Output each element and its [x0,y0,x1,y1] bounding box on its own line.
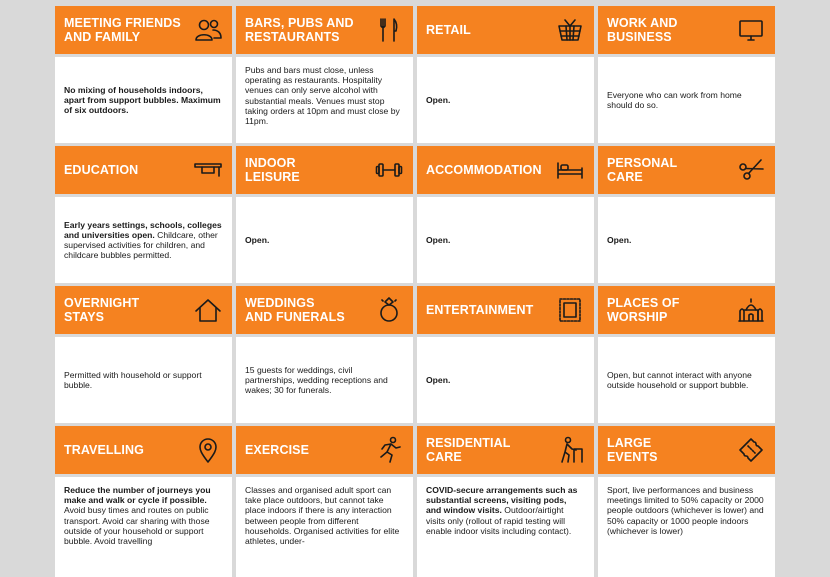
card-body-meeting-friends [55,57,232,143]
card-body-education [55,197,232,283]
card-body-accommodation [417,197,594,283]
card-header-meeting-friends [55,6,232,54]
card-title: RETAIL [426,23,471,37]
card-text-bold: Open. [426,234,451,245]
card-title: PLACES OF WORSHIP [607,296,680,324]
card-text-bold: No mixing of households indoors, apart from support bubbles. Maximum of six outdoors. [64,84,221,116]
card-title: WORK AND BUSINESS [607,16,678,44]
card-body-residential-care [417,477,594,577]
restrictions-grid [55,6,775,577]
card-text: Classes and organised adult sport can take place outdoors, but cannot take place indoors if there is any interaction between people from different households. Organised activities for elite athletes, under- [245,485,400,547]
card-header-large-events [598,426,775,474]
card-header-education [55,146,232,194]
card-body-indoor-leisure [236,197,413,283]
card-header-bars-pubs [236,6,413,54]
card-text: Permitted with household or support bubble. [64,369,202,390]
bed-icon [556,156,584,184]
cutlery-icon [375,16,403,44]
card-body-retail [417,57,594,143]
card-title: OVERNIGHT STAYS [64,296,140,324]
card-body-personal-care [598,197,775,283]
graduation-cap-icon [194,156,222,184]
card-header-work [598,6,775,54]
card-text-bold: Open. [245,234,270,245]
card-title: EDUCATION [64,163,139,177]
card-header-personal-care [598,146,775,194]
card-body-worship [598,337,775,423]
card-text-bold: Open. [607,234,632,245]
dumbbell-icon [375,156,403,184]
card-title: ENTERTAINMENT [426,303,534,317]
card-text: 15 guests for weddings, civil partnerships, wedding receptions and wakes; 30 for funerals. [245,364,388,396]
card-body-large-events [598,477,775,577]
house-icon [194,296,222,324]
card-header-entertainment [417,286,594,334]
card-body-exercise [236,477,413,577]
card-header-worship [598,286,775,334]
card-header-travelling [55,426,232,474]
scissors-icon [737,156,765,184]
card-title: WEDDINGS AND FUNERALS [245,296,345,324]
card-text-bold: COVID-secure arrangements such as substantial screens, visiting pods, and window visits. [426,485,578,516]
event-ticket-icon [737,436,765,464]
location-pin-icon [194,436,222,464]
people-icon [194,16,222,44]
card-body-work [598,57,775,143]
card-header-retail [417,6,594,54]
card-header-overnight-stays [55,286,232,334]
card-text: Avoid busy times and routes on public transport. Avoid car sharing with those outside of your household or support bubble. Avoid travelling [64,505,210,547]
card-title: RESIDENTIAL CARE [426,436,511,464]
card-title: MEETING FRIENDS AND FAMILY [64,16,181,44]
card-body-travelling [55,477,232,577]
card-text: Pubs and bars must close, unless operating as restaurants. Hospitality venues can only serve alcohol with substantial meals. Venues must stop taking orders at 10pm and must close by 11pm. [245,65,400,127]
shopping-basket-icon [556,16,584,44]
card-title: ACCOMMODATION [426,163,542,177]
card-text: Everyone who can work from home should do so. [607,89,742,110]
card-text-bold: Open. [426,374,451,385]
card-body-bars-pubs [236,57,413,143]
computer-monitor-icon [737,16,765,44]
card-header-exercise [236,426,413,474]
card-title: TRAVELLING [64,443,144,457]
elderly-person-icon [556,436,584,464]
card-header-residential-care [417,426,594,474]
card-text-bold: Open. [426,94,451,105]
card-title: BARS, PUBS AND RESTAURANTS [245,16,354,44]
card-text: Outdoor/airtight visits only (rollout of rapid testing will enable indoor visits including contact). [426,505,572,536]
card-body-overnight-stays [55,337,232,423]
card-header-accommodation [417,146,594,194]
card-text: Childcare, other supervised activities for children, and childcare bubbles permitted. [64,229,218,261]
ticket-stamp-icon [556,296,584,324]
card-text: Sport, live performances and business meetings limited to 50% capacity or 2000 people outdoors (whichever is lower) and 50% capacity or 1000 people indoors (whichever is lower) [607,485,764,536]
card-title: LARGE EVENTS [607,436,658,464]
running-person-icon [375,436,403,464]
card-title: INDOOR LEISURE [245,156,300,184]
card-body-entertainment [417,337,594,423]
card-body-weddings [236,337,413,423]
card-text-bold: Reduce the number of journeys you make and walk or cycle if possible. [64,485,211,506]
card-header-indoor-leisure [236,146,413,194]
ring-icon [375,296,403,324]
card-title: PERSONAL CARE [607,156,678,184]
card-title: EXERCISE [245,443,310,457]
place-of-worship-icon [737,296,765,324]
card-text-bold: Early years settings, schools, colleges and universities open. [64,219,222,240]
card-header-weddings [236,286,413,334]
card-text: Open, but cannot interact with anyone outside household or support bubble. [607,369,752,390]
